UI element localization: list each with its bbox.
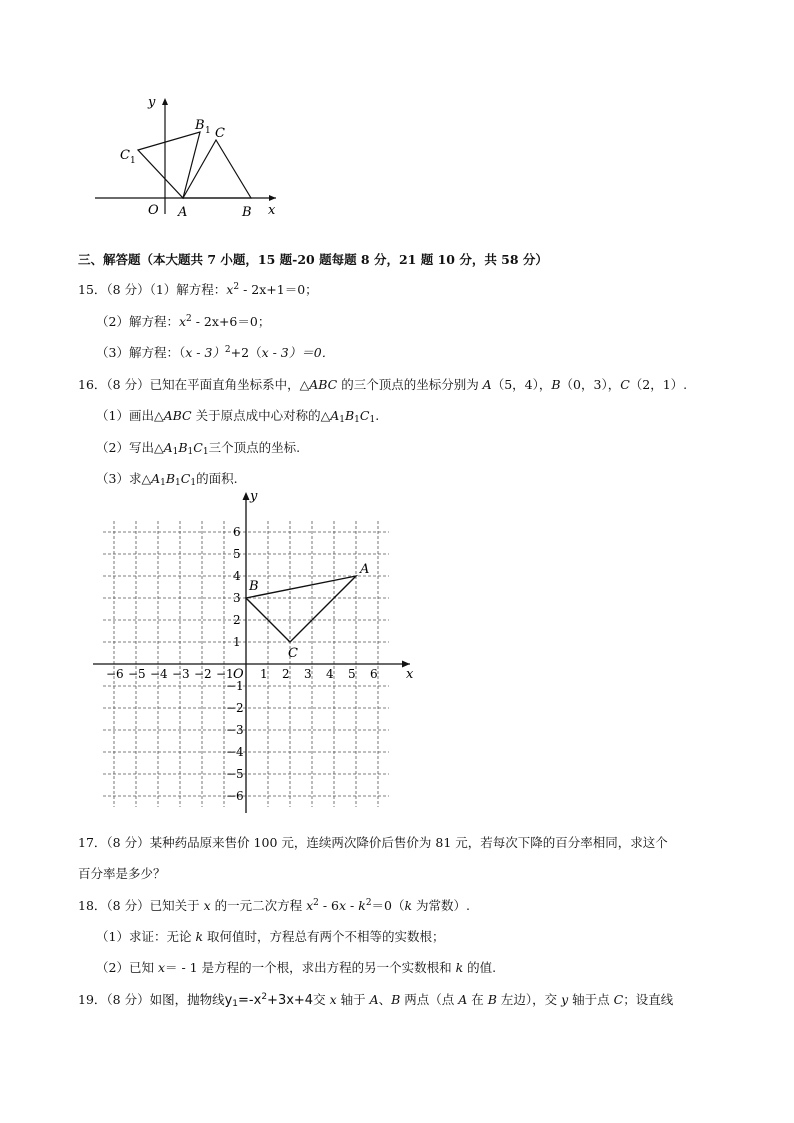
fig1-label-c1-sub: 1	[130, 156, 136, 166]
y-tick-label: 1	[233, 635, 241, 649]
fig2-origin-label: O	[233, 667, 244, 682]
y-tick-label: −6	[226, 789, 244, 803]
q18-part1: （1）求证：无论 k 取何值时，方程总有两个不相等的实数根；	[96, 929, 445, 944]
x-tick-label: 2	[282, 667, 290, 681]
q15-line: 15．（8 分）（1）解方程：$x^2 - 2x+1=0$；	[78, 282, 318, 297]
x-tick-label: −2	[194, 667, 212, 681]
triangle-abc	[183, 140, 251, 198]
fig2-y-label: y	[250, 489, 258, 504]
y-tick-label: −2	[226, 701, 244, 715]
x-tick-label: −5	[128, 667, 146, 681]
triangle-abc	[246, 576, 356, 642]
q17-line2: 百分率是多少？	[78, 866, 166, 881]
q16-part3: （3）求$\triangle A_1B_1C_1$的面积.	[96, 471, 238, 488]
y-axis-arrow	[162, 98, 168, 105]
y-tick-label: −4	[226, 745, 244, 759]
x-axis-arrow	[269, 195, 276, 201]
x-tick-label: 1	[260, 667, 268, 681]
rotation-figure	[90, 92, 290, 222]
fig1-label-c: C	[215, 126, 225, 141]
x-tick-label: 5	[348, 667, 356, 681]
q18-line: 18．（8 分）已知关于 x 的一元二次方程 $x^2 - 6x - k^2=0(k$ 为常数）.	[78, 898, 471, 913]
q16-part1: （1）画出△ABC 关于原点成中心对称的$\triangle A_1B_1C_1$.	[96, 408, 380, 425]
y-tick-label: 6	[233, 525, 241, 539]
q15-part3: （3）解方程：（x - 3）$^2$+2（x - 3）＝0．	[96, 345, 335, 360]
x-tick-label: −3	[172, 667, 190, 681]
point-label-b: B	[249, 579, 259, 594]
x-tick-label: 4	[326, 667, 334, 681]
triangle-ab1c1	[138, 132, 200, 198]
fig1-label-b1-sub: 1	[205, 126, 211, 136]
fig1-label-a: A	[178, 205, 188, 220]
q17-line1: 17．（8 分）某种药品原来售价 100 元，连续两次降价后售价为 81 元，若每次下降的百分率相同，求这个	[78, 835, 668, 850]
coordinate-grid-figure	[88, 488, 418, 818]
point-label-a: A	[360, 562, 370, 577]
x-tick-label: −6	[106, 667, 124, 681]
section-heading: 三、解答题（本大题共 7 小题，15 题-20 题每题 8 分，21 题 10 分，共 58 分）	[78, 252, 548, 267]
q15-part2: （2）解方程：$x^2 - 2x+6=0$；	[96, 314, 271, 329]
y-tick-label: 4	[233, 569, 241, 583]
y-tick-label: 5	[233, 547, 241, 561]
y-tick-label: −5	[226, 767, 244, 781]
x-tick-label: −1	[216, 667, 234, 681]
y-axis-arrow	[243, 492, 250, 500]
y-tick-label: 2	[233, 613, 241, 627]
y-tick-label: −3	[226, 723, 244, 737]
q19-line: 19．（8 分）如图，抛物线$y_1=-x^2+3x+4$交 x 轴于 A、B 两点（点 A 在 B 左边），交 y 轴于点 C；设直线	[78, 992, 674, 1009]
y-tick-label: −1	[226, 679, 244, 693]
fig1-label-b: B	[242, 205, 252, 220]
fig2-x-label: x	[406, 667, 414, 682]
x-tick-label: −4	[150, 667, 168, 681]
fig1-label-b1: B	[195, 118, 205, 133]
x-tick-label: 6	[370, 667, 378, 681]
fig1-y-label: y	[148, 95, 156, 110]
q16-line: 16．（8 分）已知在平面直角坐标系中，△ABC 的三个顶点的坐标分别为 A（5，4），B（0，3），C（2，1）.	[78, 377, 688, 392]
parabola-formula: $y_1=-x^2+3x+4$	[224, 992, 314, 1009]
y-tick-label: 3	[233, 591, 241, 605]
point-label-c: C	[288, 646, 298, 661]
fig1-label-c1: C	[120, 148, 130, 163]
q18-part2: （2）已知 x＝ - 1 是方程的一个根，求出方程的另一个实数根和 k 的值.	[96, 960, 497, 975]
fig1-x-label: x	[268, 203, 276, 218]
q16-part2: （2）写出$\triangle A_1B_1C_1$三个顶点的坐标.	[96, 440, 301, 457]
fig1-origin-label: O	[148, 203, 159, 218]
x-tick-label: 3	[304, 667, 312, 681]
